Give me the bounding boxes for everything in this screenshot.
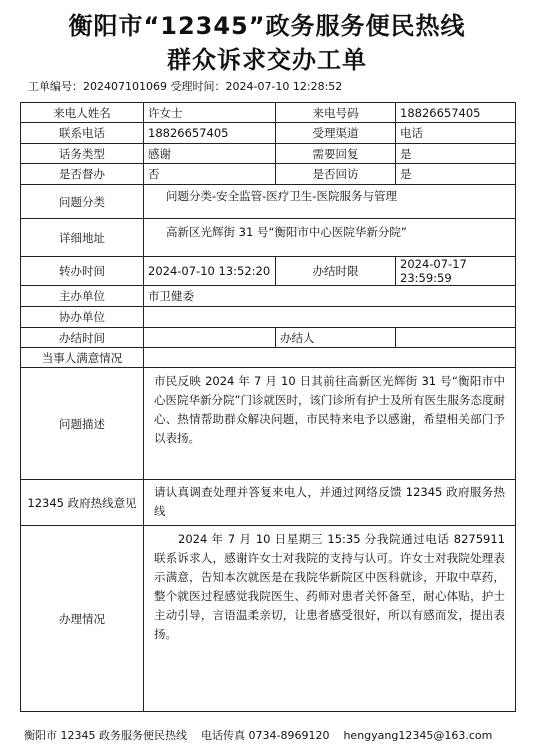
description-value: 市民反映 2024 年 7 月 10 日其前往高新区光辉街 31 号“衡阳市中心医院华新分院”门诊就医时，该门诊所有护士及所有医生服务态度耐心、热情帮助群众解决问题，市民特来电予以感谢，希望相关部门予以表扬。 — [144, 368, 516, 480]
work-order-table — [20, 102, 516, 712]
co-unit-label: 协办单位 — [21, 307, 144, 328]
supervise-label: 是否督办 — [21, 164, 144, 185]
ticket-meta: 工单编号：202407101069 受理时间：2024-07-10 12:28:52 — [28, 80, 343, 93]
channel-label: 受理渠道 — [276, 123, 396, 144]
satisfaction-label: 当事人满意情况 — [21, 348, 144, 368]
handling-label: 办理情况 — [21, 526, 144, 712]
address-label: 详细地址 — [21, 219, 144, 257]
address-value: 高新区光辉街 31 号“衡阳市中心医院华新分院” — [144, 219, 516, 257]
footer-org: 衡阳市 12345 政务服务便民热线 — [24, 729, 187, 742]
finish-time-value — [144, 328, 276, 348]
transfer-time-value: 2024-07-10 13:52:20 — [144, 257, 276, 286]
footer-email: hengyang12345@163.com — [343, 729, 493, 742]
document-subtitle: 群众诉求交办工单 — [167, 46, 367, 74]
caller-number-label: 来电号码 — [276, 103, 396, 123]
caller-name-value: 许女士 — [144, 103, 276, 123]
channel-value: 电话 — [396, 123, 516, 144]
caller-number-value: 18826657405 — [396, 103, 516, 123]
revisit-label: 是否回访 — [276, 164, 396, 185]
footer — [24, 727, 506, 743]
transfer-time-label: 转办时间 — [21, 257, 144, 286]
hotline-opinion-label: 12345 政府热线意见 — [21, 480, 144, 526]
caller-name-label: 来电人姓名 — [21, 103, 144, 123]
contact-label: 联系电话 — [21, 123, 144, 144]
deadline-label: 办结时限 — [276, 257, 396, 286]
contact-value: 18826657405 — [144, 123, 276, 144]
deadline-value: 2024-07-17 23:59:59 — [396, 257, 516, 286]
document-title: 衡阳市“12345”政务服务便民热线 — [68, 12, 466, 40]
category-label: 问题分类 — [21, 185, 144, 219]
category-value: 问题分类-安全监管-医疗卫生-医院服务与管理 — [144, 185, 516, 219]
hotline-opinion-value: 请认真调查处理并答复来电人，并通过网络反馈 12345 政府服务热线 — [144, 480, 516, 526]
host-unit-value: 市卫健委 — [144, 286, 516, 307]
supervise-value: 否 — [144, 164, 276, 185]
co-unit-value — [144, 307, 516, 328]
type-value: 感谢 — [144, 144, 276, 164]
revisit-value: 是 — [396, 164, 516, 185]
description-label: 问题描述 — [21, 368, 144, 480]
finisher-label: 办结人 — [276, 328, 396, 348]
need-reply-value: 是 — [396, 144, 516, 164]
finish-time-label: 办结时间 — [21, 328, 144, 348]
type-label: 话务类型 — [21, 144, 144, 164]
satisfaction-value — [144, 348, 516, 368]
footer-fax: 电话传真 0734-8969120 — [201, 729, 330, 742]
handling-value: 2024 年 7 月 10 日星期三 15:35 分我院通过电话 8275911 联系诉求人，感谢许女士对我院的支持与认可。许女士对我院处理表示满意，告知本次就医是在我院华新院区中医科就诊，开取中草药，整个就医过程感觉我院医生、药师对患者关怀备至，耐心体贴，护士主动引导，言语温柔亲切，让患者感受很好，所以有感而发，提出表扬。 — [144, 526, 516, 712]
finisher-value — [396, 328, 516, 348]
need-reply-label: 需要回复 — [276, 144, 396, 164]
host-unit-label: 主办单位 — [21, 286, 144, 307]
